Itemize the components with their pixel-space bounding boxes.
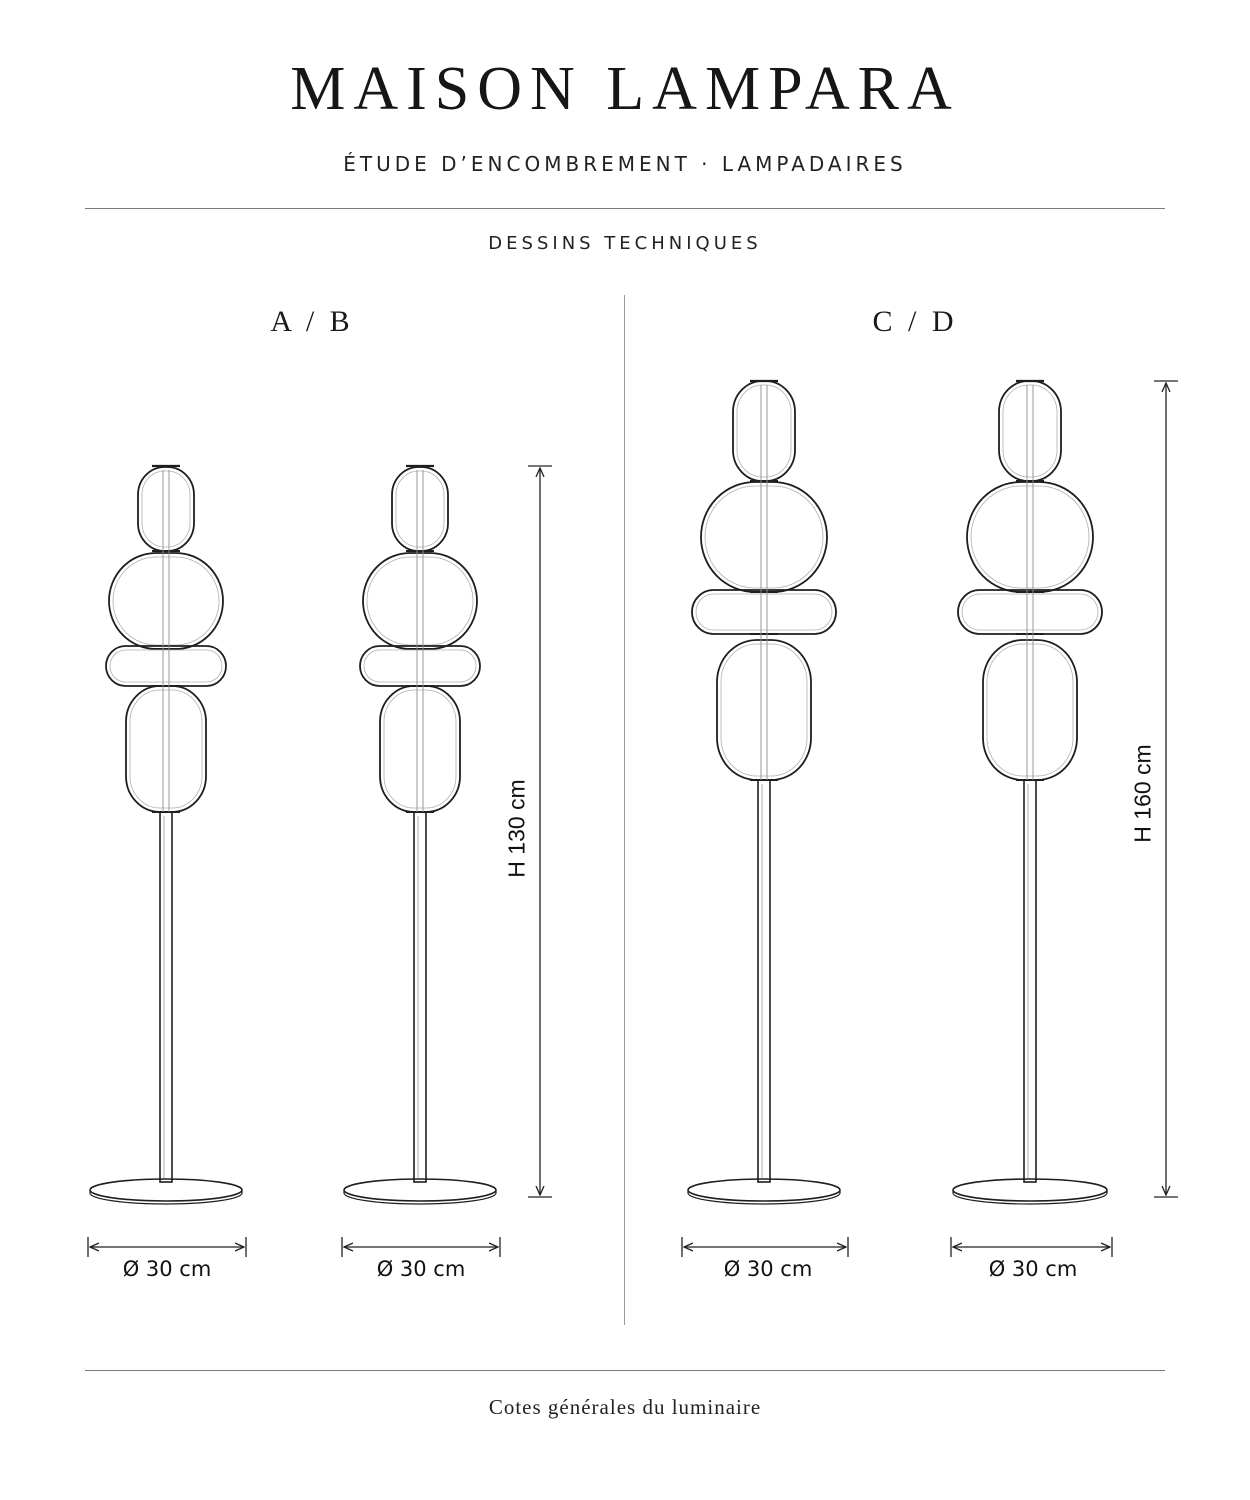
lamp-d [953, 381, 1107, 1204]
diameter-label-b: Ø 30 cm [376, 1257, 466, 1281]
group-label-ab: A / B [270, 305, 354, 338]
diameter-label-d: Ø 30 cm [988, 1257, 1078, 1281]
height-label-ab: H 130 cm [503, 779, 530, 878]
diameter-dimension-c [682, 1237, 848, 1257]
diameter-label-a: Ø 30 cm [122, 1257, 212, 1281]
lamp-b [344, 466, 496, 1204]
footer-caption: Cotes générales du luminaire [488, 1395, 762, 1419]
bottom-divider [85, 1370, 1165, 1371]
height-dimension-cd [1154, 381, 1178, 1197]
lamp-c [688, 381, 840, 1204]
height-label-cd: H 160 cm [1129, 744, 1156, 843]
diameter-dimension-b [342, 1237, 500, 1257]
diameter-dimension-a [88, 1237, 246, 1257]
brand-title: MAISON LAMPARA [290, 55, 960, 123]
diameter-label-c: Ø 30 cm [723, 1257, 813, 1281]
section-title: DESSINS TECHNIQUES [488, 233, 762, 254]
diameter-dimension-d [951, 1237, 1112, 1257]
document-subtitle: ÉTUDE D’ENCOMBREMENT · LAMPADAIRES [343, 152, 907, 176]
lamp-a [90, 466, 242, 1204]
height-dimension-ab [528, 466, 552, 1197]
group-label-cd: C / D [872, 305, 958, 338]
